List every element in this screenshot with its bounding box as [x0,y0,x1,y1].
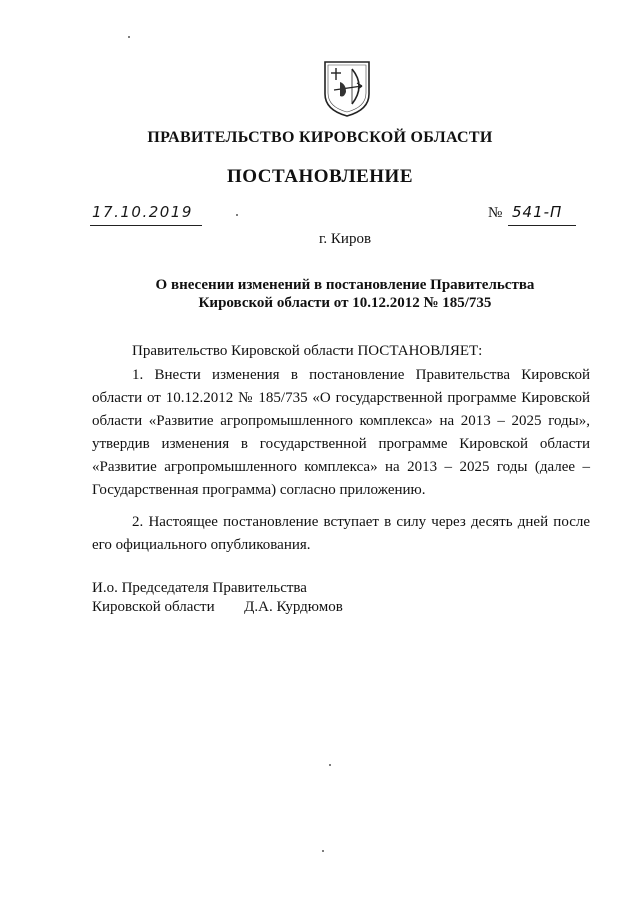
signatory-name: Д.А. Курдюмов [244,599,343,615]
signatory-title-line-2: Кировской области [92,599,215,615]
document-number-field [508,203,576,226]
document-date: 17.10.2019 [92,203,193,221]
subject-line-2: Кировской области от 10.12.2012 № 185/735 [198,295,492,311]
intro-paragraph: Правительство Кировской области ПОСТАНОВЛЯЕТ: [132,343,483,359]
signature-block [92,579,343,617]
coat-of-arms-emblem [322,60,372,118]
scan-speck [128,36,130,38]
document-type-title: ПОСТАНОВЛЕНИЕ [226,166,414,187]
scan-speck [322,850,324,852]
organization-title: ПРАВИТЕЛЬСТВО КИРОВСКОЙ ОБЛАСТИ [147,129,493,146]
subject-line-1: О внесении изменений в постановление Правительства [155,277,535,293]
city: г. Киров [318,231,372,247]
item-1-paragraph: 1. Внести изменения в постановление Правительства Кировской области от 10.12.2012 № 185/735 «О государственной программе Кировской области «Развитие агропромышленного комплекса» на 2013 – 2025 годы», утвердив изменения в государственной программе Кировской области «Развитие агропромышленного комплекса» на 2013 – 2025 годы (далее – Государственная программа) согласно приложению. [92,367,590,498]
signatory-title-line-2-row [92,598,343,617]
signatory-title-line-1: И.о. Председателя Правительства [92,580,307,596]
scan-speck [236,214,238,216]
item-2-paragraph: 2. Настоящее постановление вступает в силу через десять дней после его официального опубликования. [92,514,590,553]
document-date-field [90,203,202,226]
number-label: № [488,205,503,221]
document-subject [120,276,570,312]
document-number: 541-П [512,203,563,221]
scan-speck [329,764,331,766]
